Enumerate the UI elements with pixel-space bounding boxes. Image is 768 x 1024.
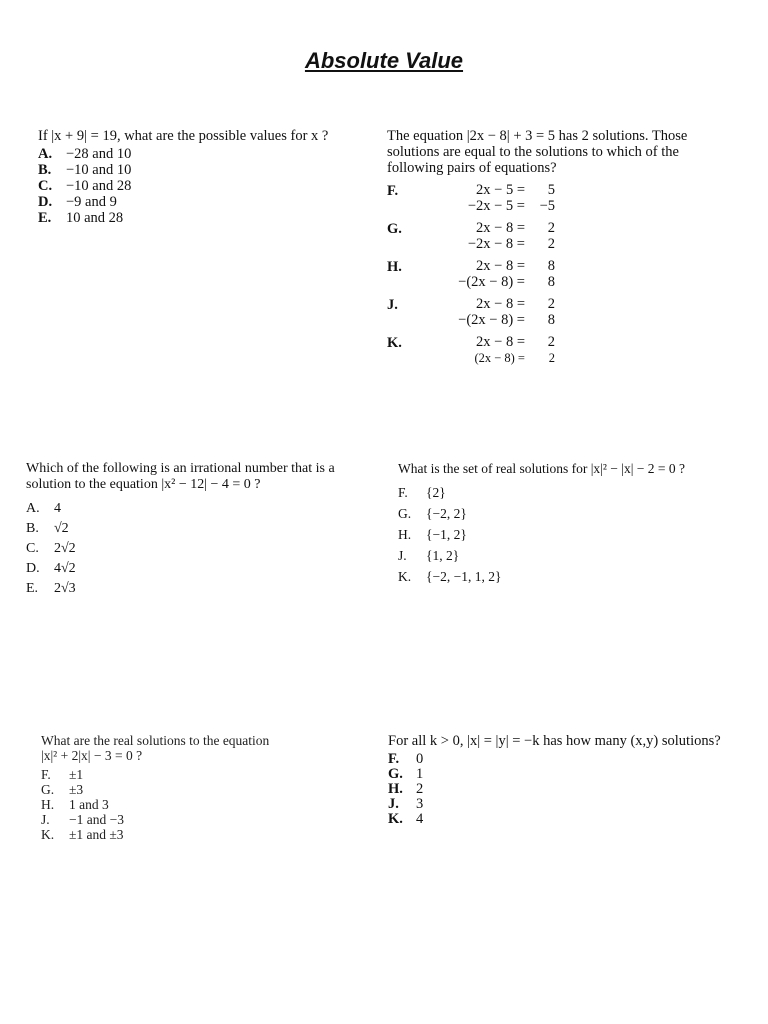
question-2-option-j: J. 2x − 8 = 2 −(2x − 8) = 8 <box>387 296 555 328</box>
question-3-option-e: E. 2√3 <box>26 581 76 596</box>
question-6-option-h: H. 2 <box>388 781 424 797</box>
question-2-stem: The equation |2x − 8| + 3 = 5 has 2 solutions. Those solutions are equal to the solutions to which of the following pairs of equations? <box>387 128 688 176</box>
question-1-option-a: A. −28 and 10 <box>38 146 132 162</box>
question-2-option-h: H. 2x − 8 = 8 −(2x − 8) = 8 <box>387 258 555 290</box>
question-6 <box>388 733 738 827</box>
question-4-option-k: K. {−2, −1, 1, 2} <box>398 569 502 584</box>
question-5-stem-line-1: What are the real solutions to the equation <box>41 733 270 748</box>
question-1 <box>38 128 383 226</box>
question-3-option-a: A. 4 <box>26 501 61 516</box>
question-4-option-h: H. {−1, 2} <box>398 527 467 542</box>
question-6-option-j: J. 3 <box>388 796 424 812</box>
question-4-option-g: G. {−2, 2} <box>398 506 467 521</box>
question-6-option-g: G. 1 <box>388 766 424 782</box>
question-2-option-g: G. 2x − 8 = 2 −2x − 8 = 2 <box>387 220 555 252</box>
question-2-option-k: K. 2x − 8 = 2 (2x − 8) = 2 <box>387 334 555 365</box>
question-5 <box>41 733 361 842</box>
question-3-option-d: D. 4√2 <box>26 561 76 576</box>
question-2 <box>387 128 732 366</box>
question-6-option-k: K. 4 <box>388 811 424 827</box>
question-4 <box>398 461 748 585</box>
question-6-stem: For all k > 0, |x| = |y| = −k has how many (x,y) solutions? <box>388 733 721 749</box>
question-6-option-f: F. 0 <box>388 751 424 767</box>
question-1-option-d: D. −9 and 9 <box>38 194 117 210</box>
question-3-stem: Which of the following is an irrational number that is a solution to the equation |x² − 12| − 4 = 0 ? <box>26 461 335 492</box>
question-5-option-f: F. ±1 <box>41 767 84 782</box>
question-5-option-h: H. 1 and 3 <box>41 797 109 812</box>
question-5-stem-line-2: |x|² + 2|x| − 3 = 0 ? <box>41 748 143 763</box>
question-4-stem: What is the set of real solutions for |x|² − |x| − 2 = 0 ? <box>398 461 686 476</box>
question-4-option-j: J. {1, 2} <box>398 548 460 563</box>
question-5-option-k: K. ±1 and ±3 <box>41 827 124 842</box>
question-1-option-c: C. −10 and 28 <box>38 178 132 194</box>
question-4-option-f: F. {2} <box>398 485 446 500</box>
question-5-option-j: J. −1 and −3 <box>41 812 124 827</box>
question-1-option-b: B. −10 and 10 <box>38 162 132 178</box>
question-1-option-e: E. 10 and 28 <box>38 210 124 226</box>
question-3 <box>26 461 371 597</box>
question-3-option-c: C. 2√2 <box>26 541 76 556</box>
question-2-option-f: F. 2x − 5 = 5 −2x − 5 = −5 <box>387 182 555 214</box>
page-title: Absolute Value <box>304 48 464 73</box>
question-1-stem: If |x + 9| = 19, what are the possible values for x ? <box>38 128 329 144</box>
question-3-option-b: B. √2 <box>26 521 69 536</box>
question-5-option-g: G. ±3 <box>41 782 84 797</box>
